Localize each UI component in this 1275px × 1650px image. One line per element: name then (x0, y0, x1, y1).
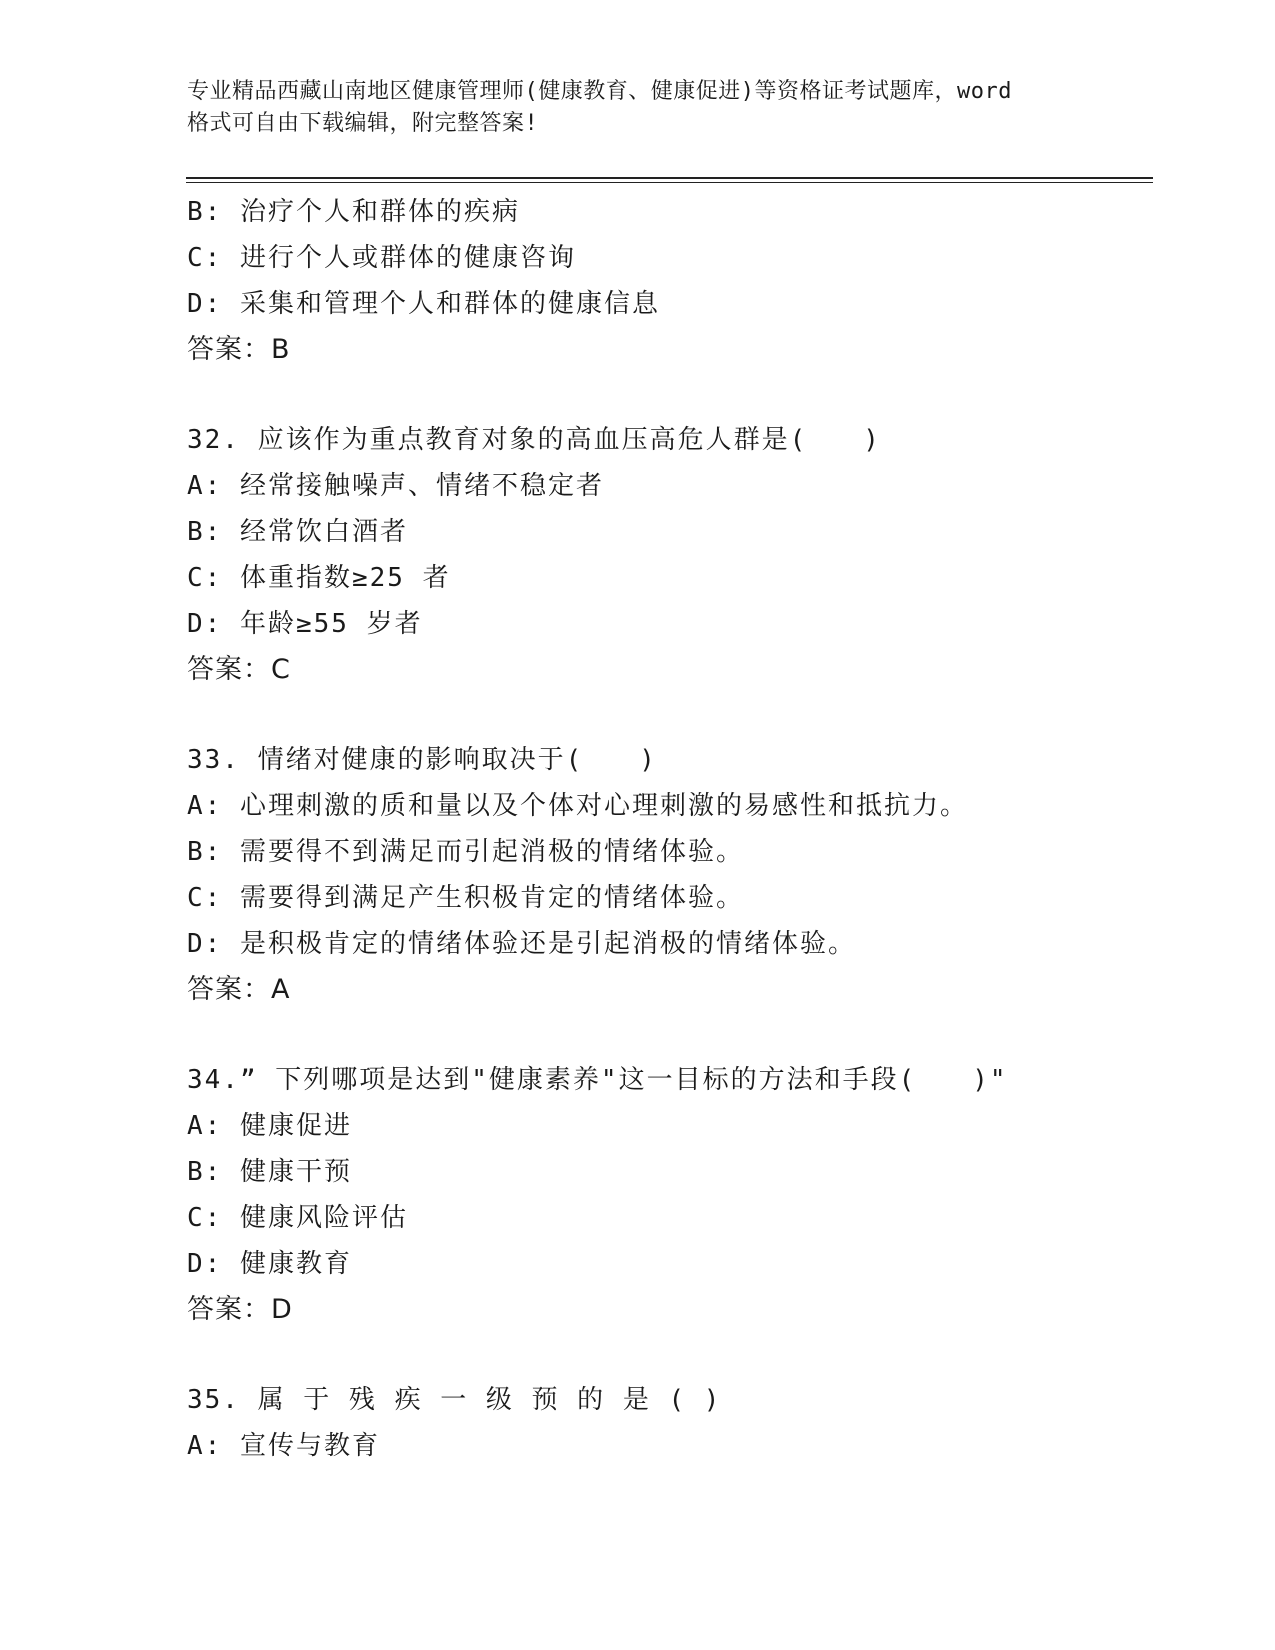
option-b: B: 健康干预 (187, 1157, 352, 1187)
question-stem: 33. 情绪对健康的影响取决于( ) (187, 745, 657, 775)
spacer (187, 373, 1187, 417)
question-33 (187, 737, 1187, 1013)
option-a: A: 健康促进 (187, 1111, 352, 1141)
option-d: D: 是积极肯定的情绪体验还是引起消极的情绪体验。 (187, 929, 856, 959)
spacer (187, 1013, 1187, 1057)
header-line-1: 专业精品西藏山南地区健康管理师(健康教育、健康促进)等资格证考试题库，word (187, 79, 1012, 104)
spacer (187, 693, 1187, 737)
question-35 (187, 1377, 1187, 1469)
option-c: C: 进行个人或群体的健康咨询 (187, 243, 576, 273)
question-stem: 32. 应该作为重点教育对象的高血压高危人群是( ) (187, 425, 881, 455)
option-d: D: 年龄≥55 岁者 (187, 609, 423, 639)
header-divider-thin (186, 182, 1153, 183)
answer-line: 答案：D (187, 1294, 293, 1325)
option-a: A: 经常接触噪声、情绪不稳定者 (187, 471, 604, 501)
option-b: B: 治疗个人和群体的疾病 (187, 197, 520, 227)
option-a: A: 心理刺激的质和量以及个体对心理刺激的易感性和抵抗力。 (187, 791, 968, 821)
option-a: A: 宣传与教育 (187, 1431, 380, 1461)
option-d: D: 健康教育 (187, 1249, 352, 1279)
spacer (187, 1333, 1187, 1377)
option-b: B: 经常饮白酒者 (187, 517, 408, 547)
header-divider-thick (186, 177, 1153, 179)
question-list (187, 189, 1187, 1469)
question-32 (187, 417, 1187, 693)
document-header (187, 76, 1087, 140)
option-c: C: 健康风险评估 (187, 1203, 408, 1233)
answer-line: 答案：C (187, 654, 291, 685)
option-b: B: 需要得不到满足而引起消极的情绪体验。 (187, 837, 744, 867)
question-stem: 34.” 下列哪项是达到"健康素养"这一目标的方法和手段( )" (187, 1065, 1008, 1095)
option-c: C: 体重指数≥25 者 (187, 563, 451, 593)
question-34 (187, 1057, 1187, 1333)
option-d: D: 采集和管理个人和群体的健康信息 (187, 289, 660, 319)
option-c: C: 需要得到满足产生积极肯定的情绪体验。 (187, 883, 744, 913)
question-31-partial (187, 189, 1187, 373)
answer-line: 答案：B (187, 334, 291, 365)
question-stem: 35. 属 于 残 疾 一 级 预 的 是 ( ) (187, 1385, 722, 1415)
answer-line: 答案：A (187, 974, 291, 1005)
header-line-2: 格式可自由下载编辑，附完整答案! (187, 111, 539, 136)
